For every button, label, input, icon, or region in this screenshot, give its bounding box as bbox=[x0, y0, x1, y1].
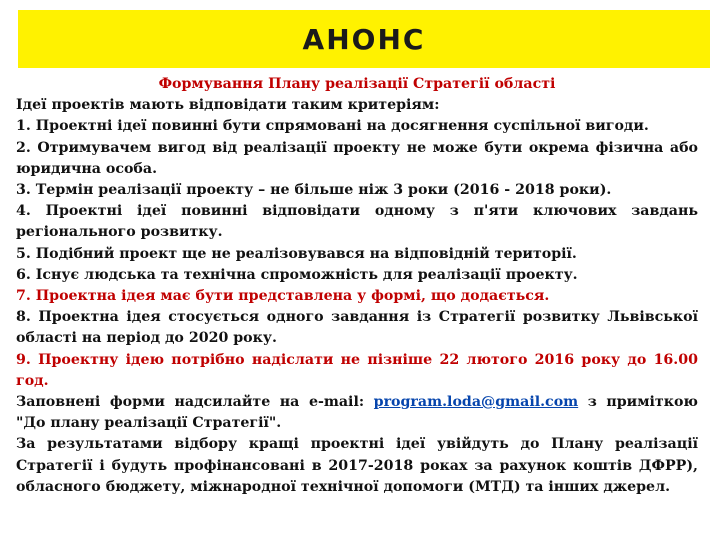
criterion-9: 9. Проектну ідею потрібно надіслати не пізніше 22 лютого 2016 року до 16.00 год. bbox=[16, 351, 698, 389]
criterion-6: 6. Існує людська та технічна спроможність для реалізації проекту. bbox=[16, 266, 578, 283]
criterion-5: 5. Подібний проект ще не реалізовувався на відповідній території. bbox=[16, 245, 577, 262]
submission-note: з приміткою "До плану реалізації Стратегії". bbox=[16, 394, 698, 432]
criterion-4: 4. Проектні ідеї повинні відповідати одному з п'яти ключових завдань регіонального розвитку. bbox=[16, 203, 698, 241]
closing-paragraph: За результатами відбору кращі проектні ідеї увійдуть до Плану реалізації Стратегії і будуть профінансовані в 2017-2018 роках за рахунок коштів ДФРР), обласного бюджету, міжнародної технічної допомоги (МТД) та інших джерел. bbox=[16, 436, 698, 495]
criteria-intro: Ідеї проектів мають відповідати таким критеріям: bbox=[16, 97, 440, 114]
submission-instructions bbox=[16, 392, 698, 434]
announcement-banner bbox=[18, 10, 710, 68]
criterion-7: 7. Проектна ідея має бути представлена у формі, що додається. bbox=[16, 288, 550, 305]
banner-title: АНОНС bbox=[302, 22, 426, 56]
criterion-3: 3. Термін реалізації проекту – не більше ніж 3 роки (2016 - 2018 роки). bbox=[16, 182, 612, 199]
submission-text: Заповнені форми надсилайте на e-mail: bbox=[16, 394, 365, 411]
slide-content bbox=[16, 74, 698, 498]
criterion-8: 8. Проектна ідея стосується одного завдання із Стратегії розвитку Львівської області на період до 2020 року. bbox=[16, 309, 698, 347]
criterion-2: 2. Отримувачем вигод від реалізації проекту не може бути окрема фізична або юридична особа. bbox=[16, 139, 698, 177]
subtitle: Формування Плану реалізації Стратегії області bbox=[158, 76, 556, 92]
email-link[interactable]: program.loda@gmail.com bbox=[373, 394, 579, 411]
criterion-1: 1. Проектні ідеї повинні бути спрямовані на досягнення суспільної вигоди. bbox=[16, 118, 649, 135]
